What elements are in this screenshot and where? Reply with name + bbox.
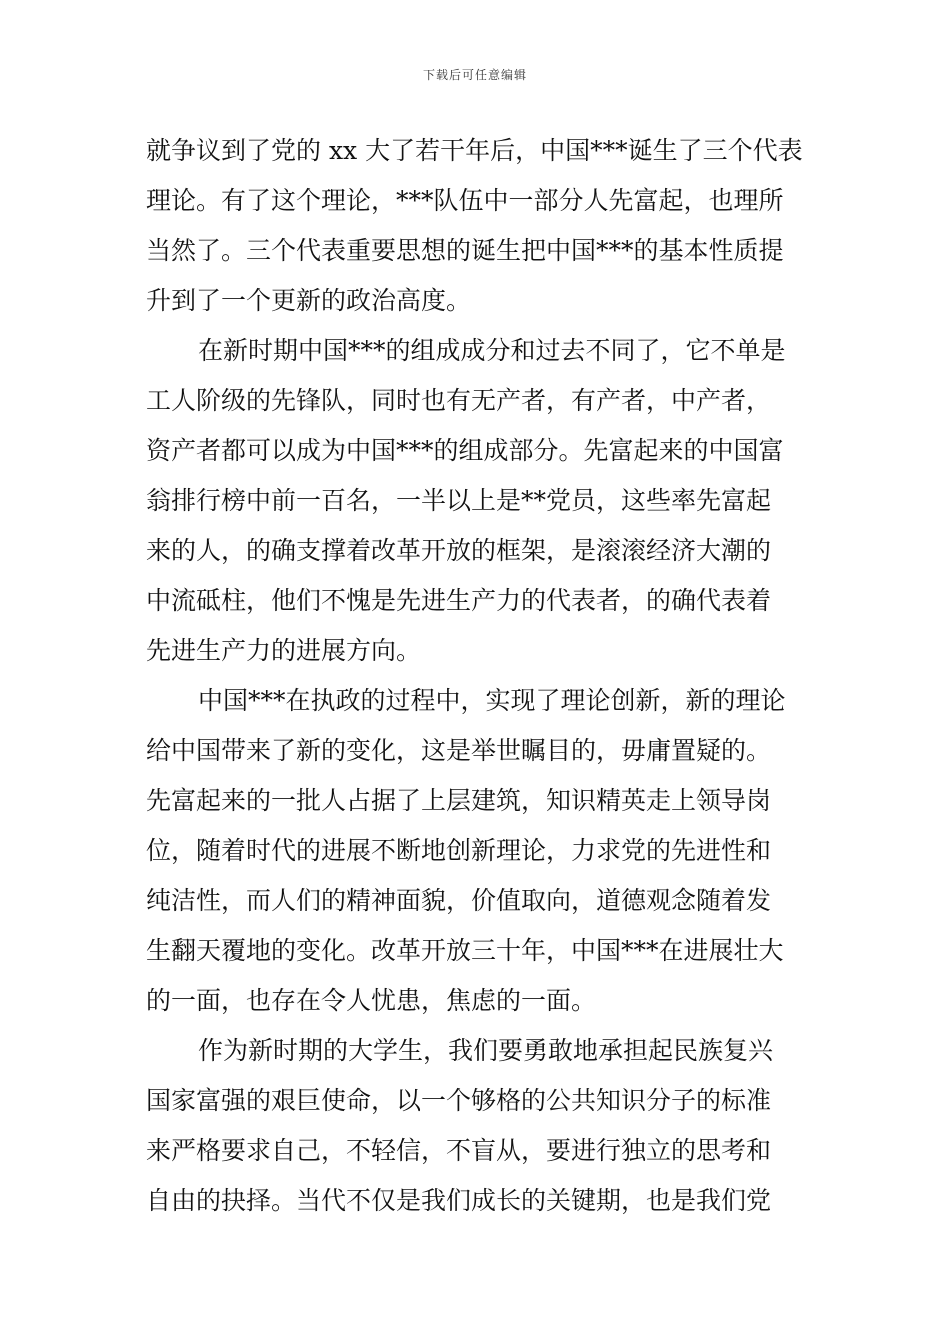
- text-line: 来的人，的确支撑着改革开放的框架，是滚滚经济大潮的: [146, 536, 772, 565]
- paragraph: [146, 1026, 816, 1226]
- page-header-note: 下载后可任意编辑: [422, 68, 527, 82]
- text-line: 先进生产力的进展方向。: [146, 636, 422, 665]
- text-line: 位，随着时代的进展不断地创新理论，力求党的先进性和: [146, 836, 772, 865]
- text-line: 来严格要求自己，不轻信，不盲从，要进行独立的思考和: [146, 1136, 772, 1165]
- text-line: 翁排行榜中前一百名，一半以上是**党员，这些率先富起: [146, 486, 772, 515]
- text-line: 升到了一个更新的政治高度。: [146, 286, 472, 315]
- paragraph: [146, 676, 816, 1026]
- text-line: 先富起来的一批人占据了上层建筑，知识精英走上领导岗: [146, 786, 772, 815]
- text-line: 自由的抉择。当代不仅是我们成长的关键期，也是我们党: [146, 1186, 772, 1215]
- paragraph: [146, 126, 816, 326]
- text-line: 在新时期中国***的组成成分和过去不同了，它不单是: [198, 336, 786, 365]
- paragraph: [146, 326, 816, 676]
- text-line: 资产者都可以成为中国***的组成部分。先富起来的中国富: [146, 436, 784, 465]
- text-line: 的一面，也存在令人忧患，焦虑的一面。: [146, 986, 597, 1015]
- text-line: 当然了。三个代表重要思想的诞生把中国***的基本性质提: [146, 236, 784, 265]
- text-line: 作为新时期的大学生，我们要勇敢地承担起民族复兴: [198, 1036, 774, 1065]
- text-line: 就争议到了党的 xx 大了若干年后，中国***诞生了三个代表: [146, 136, 803, 165]
- text-line: 工人阶级的先锋队，同时也有无产者，有产者，中产者，: [146, 386, 772, 415]
- document-body: [146, 126, 816, 1226]
- text-line: 生翻天覆地的变化。改革开放三十年，中国***在进展壮大: [146, 936, 784, 965]
- text-line: 给中国带来了新的变化，这是举世瞩目的，毋庸置疑的。: [146, 736, 772, 765]
- text-line: 中流砥柱，他们不愧是先进生产力的代表者，的确代表着: [146, 586, 772, 615]
- text-line: 国家富强的艰巨使命，以一个够格的公共知识分子的标准: [146, 1086, 772, 1115]
- text-line: 纯洁性，而人们的精神面貌，价值取向，道德观念随着发: [146, 886, 772, 915]
- text-line: 中国***在执政的过程中，实现了理论创新，新的理论: [198, 686, 786, 715]
- text-line: 理论。有了这个理论，***队伍中一部分人先富起，也理所: [146, 186, 784, 215]
